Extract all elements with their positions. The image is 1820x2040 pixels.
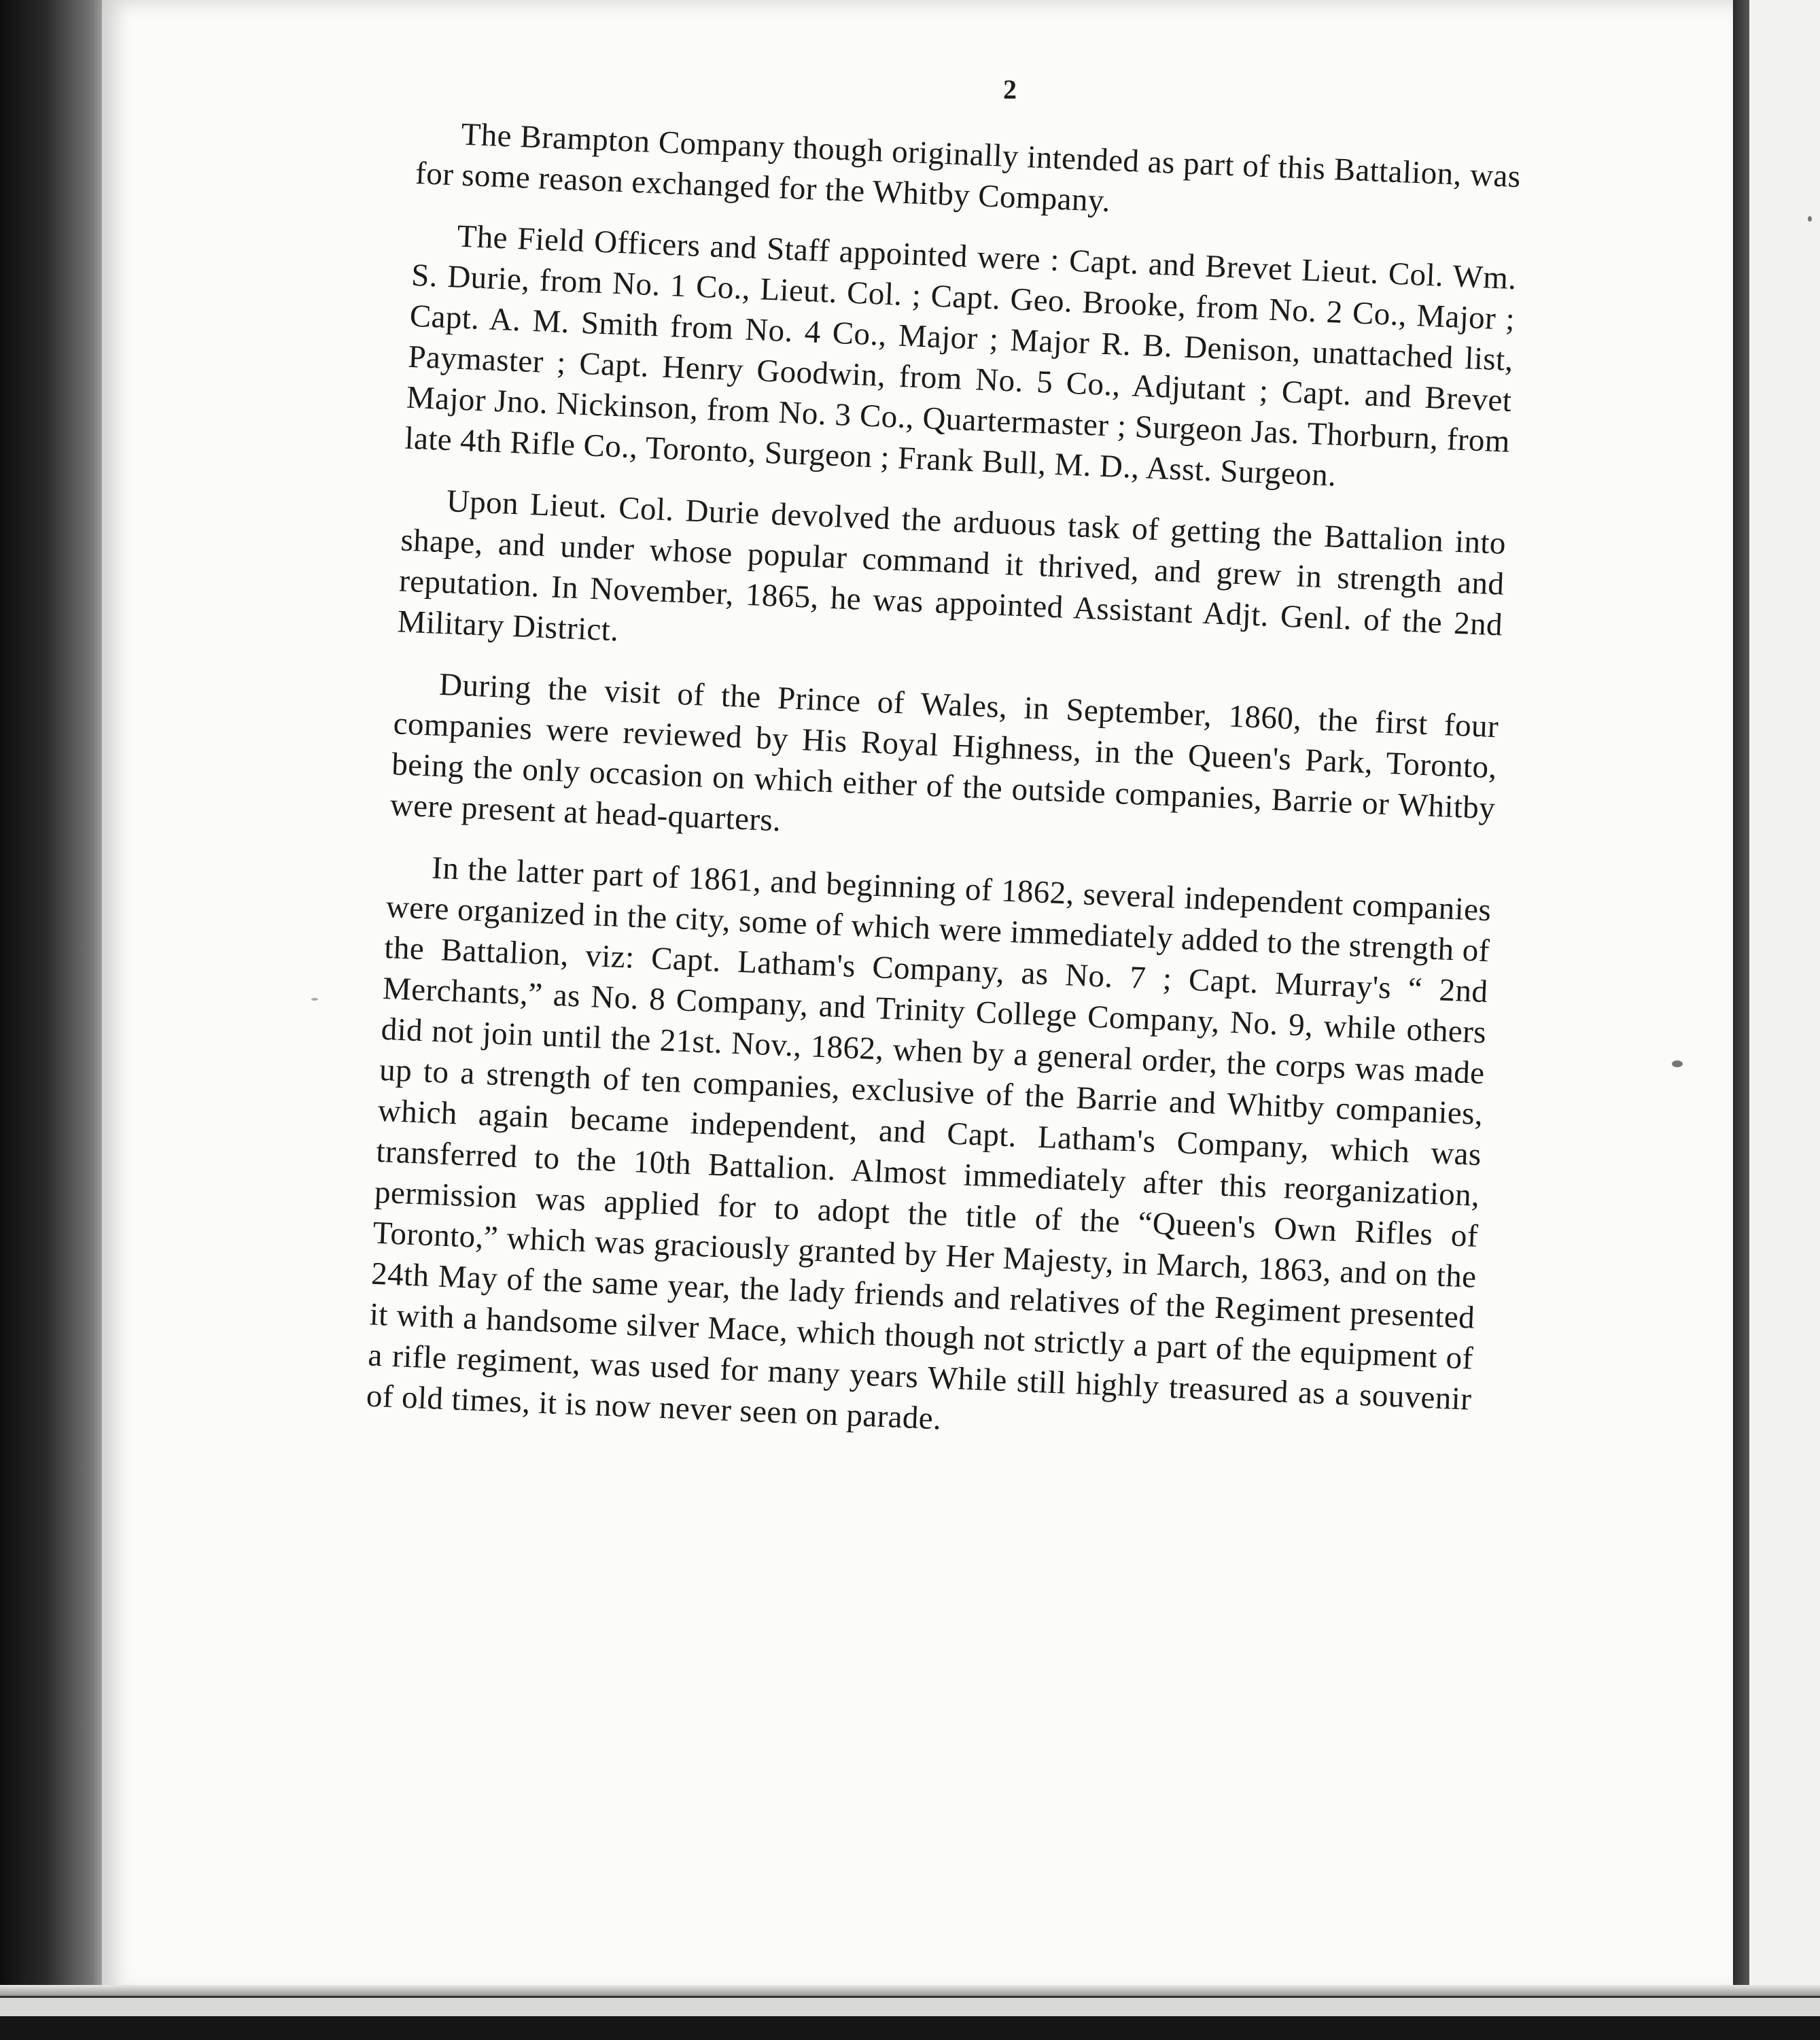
dust-speck — [1672, 1060, 1683, 1067]
page-number: 2 — [1003, 74, 1017, 105]
page-bottom-edge — [0, 1985, 1820, 1996]
paragraph-brampton-company: The Brampton Company though originally intended as part of this Battalion, was for some reason exchanged for the Whitby Company. — [415, 116, 1522, 219]
body-text — [365, 112, 1522, 1481]
paragraph-prince-of-wales-visit: During the visit of the Prince of Wales, in September, 1860, the first four companies were reviewed by His Royal Highness, in the Queen's Park, Toronto, being the only occasion on which either of the outside companies, Barrie or Whitby were present at head-quarters. — [389, 666, 1500, 839]
paragraph-field-officers: The Field Officers and Staff appointed were : Capt. and Brevet Lieut. Col. Wm. S. Durie, from No. 1 Co., Lieut. Col. ; Capt. Geo. Brooke, from No. 2 Co., Major ; Capt. A. M. Smith from No. 4 Co., Major ; Major R. B. Denison, unattached list, Paymaster ; Capt. Henry Goodwin, from No. 5 Co., Adjutant ; Capt. and Brevet Major Jno. Nickinson, from No. 3 Co., Quartermaster ; Surgeon Jas. Thorburn, from late 4th Rifle Co., Toronto, Surgeon ; Frank Bull, M. D., Asst. Surgeon. — [404, 218, 1518, 494]
page-gutter-shadow — [1733, 0, 1749, 2012]
dust-speck — [1808, 216, 1812, 222]
book-binding-edge — [0, 0, 116, 2040]
dust-speck — [311, 998, 318, 1001]
scan-background-bottom — [0, 2016, 1820, 2040]
paragraph-lieut-col-durie: Upon Lieut. Col. Durie devolved the arduous task of getting the Battalion into shape, and under whose popular command it thrived, and grew in strength and reputation. In November, 1865, he was appointed Assistant Adjt. Genl. of the 2nd Military District. — [396, 483, 1507, 649]
adjacent-page-edge — [1749, 0, 1820, 2012]
paragraph-independent-companies: In the latter part of 1861, and beginning of 1862, several independent companies were organized in the city, some of which were immediately added to the strength of the Battalion, viz: Capt. Latham's Company, as No. 7 ; Capt. Murray's “ 2nd Merchants,” as No. 8 Company, and Trinity College Company, No. 9, while others did not join until the 21st. Nov., 1862, when by a general order, the corps was made up to a strength of ten companies, exclusive of the Barrie and Whitby companies, which again became independent, and Capt. Latham's Company, which was transferred to the 10th Battalion. Almost immediately after this reorganization, permission was applied for to adopt the title of the “Queen's Own Rifles of Toronto,” which was graciously granted by Her Majesty, in March, 1863, and on the 24th May of the same year, the lady friends and relatives of the Regiment presented it with a handsome silver Mace, which though not strictly a part of the equipment of a rifle regiment, was used for many years While still highly treasured as a souvenir of old times, it is now never seen on parade. — [366, 850, 1492, 1437]
